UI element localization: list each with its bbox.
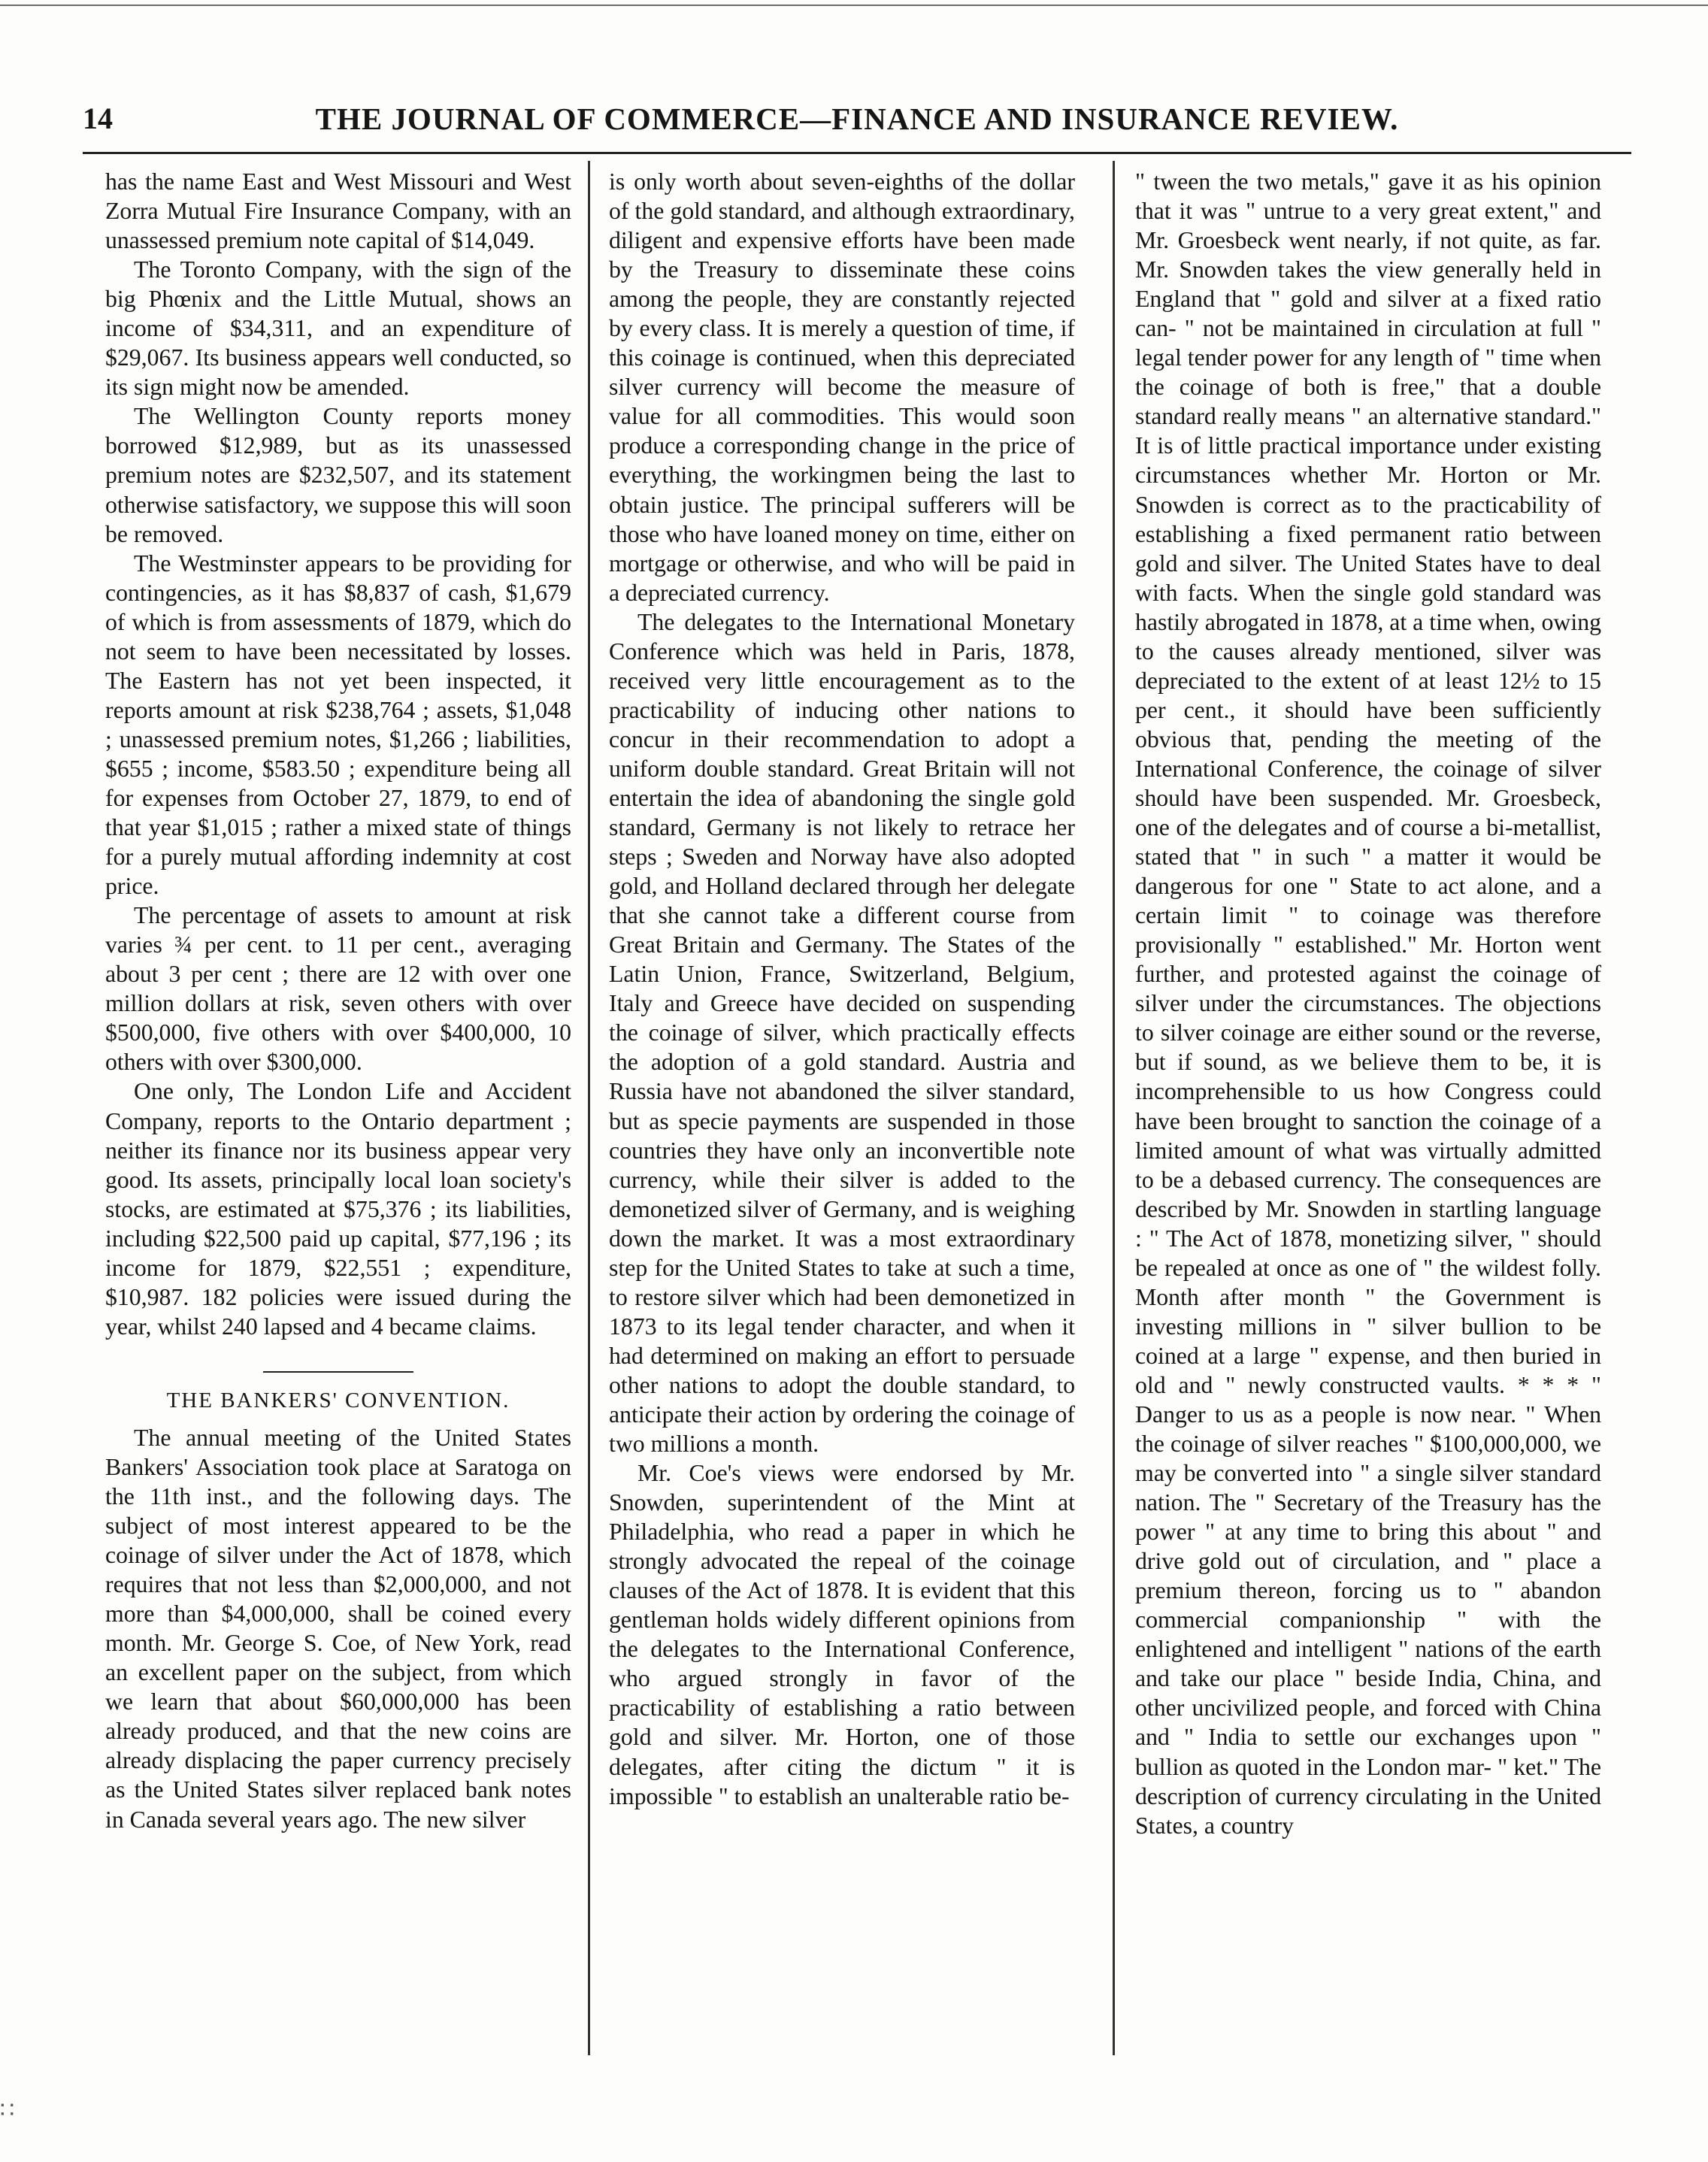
section-heading: THE BANKERS' CONVENTION. xyxy=(166,1388,510,1413)
paragraph: is only worth about seven-eighths of the dollar of the gold standard, and although extraordinary, diligent and expensive efforts have been made by the Treasury to disseminate these coins among the people, they are constantly rejected by every class. It is merely a question of time, if this coinage is continued, when this depreciated silver currency will become the measure of value for all commodities. This would soon produce a corresponding change in the price of everything, the workingmen being the last to obtain justice. The principal sufferers will be those who have loaned money on time, either on mortgage or otherwise, and who will be paid in a depreciated currency. xyxy=(609,168,1075,606)
column-2 xyxy=(609,167,1075,1811)
paragraph: has the name East and West Missouri and West Zorra Mutual Fire Insurance Company, with an unassessed premium note capital of $14,049. xyxy=(105,168,571,254)
paragraph: One only, The London Life and Accident Company, reports to the Ontario department ; neither its finance nor its business appear very good. Its assets, principally local loan society's stocks, are estimated at $75,376 ; its liabilities, including $22,500 paid up capital, $77,196 ; its income for 1879, $22,551 ; expenditure, $10,987. 182 policies were issued during the year, whilst 240 lapsed and 4 became claims. xyxy=(105,1078,571,1340)
column-divider xyxy=(1113,161,1115,2055)
paragraph: The annual meeting of the United States Bankers' Association took place at Saratoga on the 11th inst., and the following days. The subject of most interest appeared to be the coinage of silver under the Act of 1878, which requires that not less than $2,000,000, and not more than $4,000,000, shall be coined every month. Mr. George S. Coe, of New York, read an excellent paper on the subject, from which we learn that about $60,000,000 has been already produced, and that the new coins are already displacing the paper currency precisely as the United States silver replaced bank notes in Canada several years ago. The new silver xyxy=(105,1424,571,1833)
paragraph: " tween the two metals," gave it as his opinion that it was " untrue to a very great extent," and Mr. Groesbeck went nearly, if not quite, as far. Mr. Snowden takes the view generally held in England that " gold and silver at a fixed ratio can- " not be maintained in circulation at full " legal tender power for any length of " time when the coinage of both is free," that a double standard really means " an alternative standard." It is of little practical importance under existing circumstances whether Mr. Horton or Mr. Snowden is correct as to the practicability of establishing a fixed permanent ratio between gold and silver. The United States have to deal with facts. When the single gold standard was hastily abrogated in 1878, at a time when, owing to the causes already mentioned, silver was depreciated to the extent of at least 12½ to 15 per cent., it should have been sufficiently obvious that, pending the meeting of the International Conference, the coinage of silver should have been suspended. Mr. Groesbeck, one of the delegates and of course a bi-metallist, stated that " in such " a matter it would be dangerous for one " State to act alone, and a certain limit " to coinage was therefore provisionally " established." Mr. Horton went further, and protested against the coinage of silver under the circumstances. The objections to silver coinage are either sound or the reverse, but if sound, as we believe them to be, it is incomprehensible to us how Congress could have been brought to sanction the coinage of a limited amount of what was virtually admitted to be a debased currency. The consequences are described by Mr. Snowden in startling language : " The Act of 1878, monetizing silver, " should be repealed at once as one of " the wildest folly. Month after month " the Government is investing millions in " silver bullion to be coined at a large " expense, and then buried in old and " newly constructed vaults. * * * " Danger to us as a people is now near. " When the coinage of silver reaches " $100,000,000, we may be converted into " a single silver standard nation. The " Secretary of the Treasury has the power " at any time to bring this about " and drive gold out of circulation, and " place a premium thereon, forcing us to " abandon commercial companionship " with the enlightened and intelligent " nations of the earth and take our place " beside India, China, and other uncivilized people, and forced with China and " India to settle our exchanges upon " bullion as quoted in the London mar- " ket." The description of currency circulating in the United States, a country xyxy=(1135,168,1601,1839)
journal-title: THE JOURNAL OF COMMERCE—FINANCE AND INSURANCE REVIEW. xyxy=(315,101,1399,136)
page-header xyxy=(83,101,1631,146)
header-rule xyxy=(83,152,1631,154)
column-divider xyxy=(588,161,590,2055)
paragraph: The percentage of assets to amount at risk varies ¾ per cent. to 11 per cent., averaging about 3 per cent ; there are 12 with over one million dollars at risk, seven others with over $500,000, five others with over $400,000, 10 others with over $300,000. xyxy=(105,902,571,1076)
top-edge-rule xyxy=(0,5,1708,6)
paragraph: The delegates to the International Monetary Conference which was held in Paris, 1878, received very little encouragement as to the practicability of inducing other nations to concur in their recommendation to adopt a uniform double standard. Great Britain will not entertain the idea of abandoning the single gold standard, Germany is not likely to retrace her steps ; Sweden and Norway have also adopted gold, and Holland declared through her delegate that she cannot take a different course from Great Britain and Germany. The States of the Latin Union, France, Switzerland, Belgium, Italy and Greece have decided on suspending the coinage of silver, which practically effects the adoption of a gold standard. Austria and Russia have not abandoned the silver standard, but as specie payments are suspended in those countries they have only an inconvertible note currency, while their silver is added to the demonetized silver of Germany, and is weighing down the market. It was a most extraordinary step for the United States to take at such a time, to restore silver which had been demonetized in 1873 to its legal tender character, and when it had determined on making an effort to persuade other nations to adopt the double standard, to anticipate their action by ordering the coinage of two millions a month. xyxy=(609,608,1075,1458)
section-separator xyxy=(263,1371,413,1373)
paragraph: Mr. Coe's views were endorsed by Mr. Snowden, superintendent of the Mint at Philadelphia, who read a paper in which he strongly advocated the repeal of the coinage clauses of the Act of 1878. It is evident that this gentleman holds widely different opinions from the delegates to the International Conference, who argued strongly in favor of the practicability of establishing a ratio between gold and silver. Mr. Horton, one of those delegates, after citing the dictum " it is impossible " to establish an unalterable ratio be- xyxy=(609,1460,1075,1809)
paragraph: The Westminster appears to be providing for contingencies, as it has $8,837 of cash, $1,679 of which is from assessments of 1879, which do not seem to have been necessitated by losses. The Eastern has not yet been inspected, it reports amount at risk $238,764 ; assets, $1,048 ; unassessed premium notes, $1,266 ; liabilities, $655 ; income, $583.50 ; expenditure being all for expenses from October 27, 1879, to end of that year $1,015 ; rather a mixed state of things for a purely mutual affording indemnity at cost price. xyxy=(105,550,571,900)
page-number: 14 xyxy=(83,101,113,135)
paragraph: The Toronto Company, with the sign of the big Phœnix and the Little Mutual, shows an income of $34,311, and an expenditure of $29,067. Its business appears well conducted, so its sign might now be amended. xyxy=(105,256,571,401)
paragraph: The Wellington County reports money borrowed $12,989, but as its unassessed premium notes are $232,507, and its statement otherwise satisfactory, we suppose this will soon be removed. xyxy=(105,403,571,547)
column-3 xyxy=(1135,167,1601,1840)
page-smudge: ∷ xyxy=(0,2098,15,2123)
column-1 xyxy=(105,167,571,1834)
